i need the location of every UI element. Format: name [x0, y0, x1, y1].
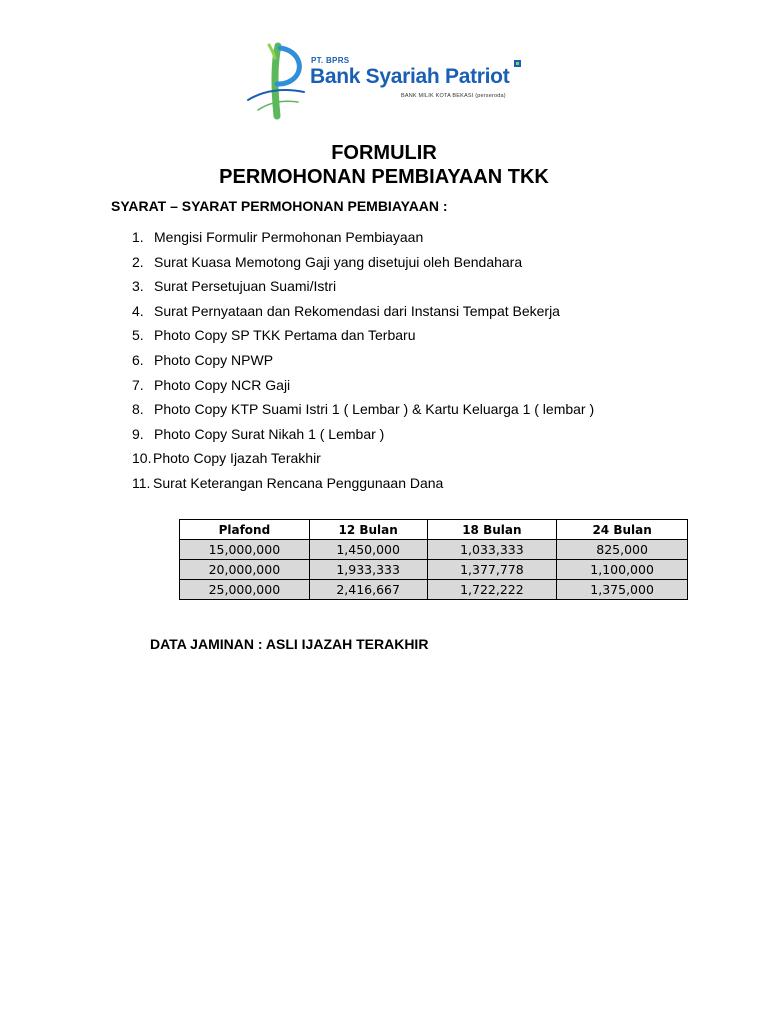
item-number: 9.: [132, 425, 144, 442]
item-number: 4.: [132, 302, 144, 319]
list-item: [132, 352, 594, 377]
table-cell: 1,033,333: [427, 540, 557, 560]
item-number: 3.: [132, 278, 144, 295]
item-number: 10.: [132, 450, 152, 467]
requirements-heading: SYARAT – SYARAT PERMOHONAN PEMBIAYAAN :: [111, 198, 448, 214]
form-subtitle: PERMOHONAN PEMBIAYAAN TKK: [219, 166, 549, 188]
table-row: [180, 580, 688, 600]
list-item: [132, 229, 594, 254]
item-number: 7.: [132, 376, 144, 393]
item-text: Photo Copy SP TKK Pertama dan Terbaru: [154, 327, 416, 344]
collateral-data: DATA JAMINAN : ASLI IJAZAH TERAKHIR: [150, 636, 429, 652]
brand-square-icon: [514, 60, 521, 67]
list-item: [132, 401, 594, 426]
table-cell: 1,375,000: [557, 580, 688, 600]
column-header-12-bulan: 12 Bulan: [309, 520, 427, 540]
list-item: [132, 426, 594, 451]
table-cell: 20,000,000: [180, 560, 310, 580]
item-text: Surat Kuasa Memotong Gaji yang disetujui oleh Bendahara: [154, 253, 523, 270]
bamboo-p-logo-icon: [244, 40, 310, 122]
item-text: Surat Persetujuan Suami/Istri: [154, 278, 337, 295]
table-header-row: [180, 520, 688, 540]
table-cell: 1,722,222: [427, 580, 557, 600]
list-item: [132, 327, 594, 352]
table-cell: 2,416,667: [309, 580, 427, 600]
item-text: Mengisi Formulir Permohonan Pembiayaan: [154, 229, 424, 245]
table-cell: 1,450,000: [309, 540, 427, 560]
list-item: [132, 377, 594, 402]
bank-name: Bank Syariah Patriot: [310, 65, 510, 88]
table-cell: 15,000,000: [180, 540, 310, 560]
table-cell: 825,000: [557, 540, 688, 560]
table-row: [180, 540, 688, 560]
requirements-list: [132, 229, 594, 500]
column-header-18-bulan: 18 Bulan: [427, 520, 557, 540]
item-text: Surat Pernyataan dan Rekomendasi dari Instansi Tempat Bekerja: [154, 302, 560, 319]
column-header-plafond: Plafond: [180, 520, 310, 540]
item-number: 5.: [132, 327, 144, 344]
item-text: Photo Copy KTP Suami Istri 1 ( Lembar ) & Kartu Keluarga 1 ( lembar ): [154, 401, 595, 418]
table-row: [180, 560, 688, 580]
item-text: Photo Copy NPWP: [154, 351, 274, 368]
item-number: 8.: [132, 401, 144, 418]
list-item: [132, 450, 594, 475]
bank-logo: [244, 40, 534, 122]
bank-subtitle: BANK MILIK KOTA BEKASI (perseroda): [401, 93, 506, 99]
item-text: Photo Copy Surat Nikah 1 ( Lembar ): [154, 425, 385, 442]
table-cell: 25,000,000: [180, 580, 310, 600]
list-item: [132, 254, 594, 279]
item-number: 2.: [132, 253, 144, 270]
form-title: FORMULIR: [331, 142, 437, 164]
item-text: Photo Copy Ijazah Terakhir: [153, 450, 321, 467]
item-text: Photo Copy NCR Gaji: [154, 376, 291, 393]
table-cell: 1,100,000: [557, 560, 688, 580]
table-cell: 1,377,778: [427, 560, 557, 580]
list-item: [132, 303, 594, 328]
item-number: 6.: [132, 351, 144, 368]
item-number: 11.: [132, 474, 151, 491]
financing-rate-table: [179, 519, 688, 600]
list-item: [132, 475, 594, 500]
list-item: [132, 278, 594, 303]
column-header-24-bulan: 24 Bulan: [557, 520, 688, 540]
company-prefix: PT. BPRS: [311, 56, 350, 65]
item-number: 1.: [132, 229, 144, 245]
table-cell: 1,933,333: [309, 560, 427, 580]
item-text: Surat Keterangan Rencana Penggunaan Dana: [153, 474, 444, 491]
